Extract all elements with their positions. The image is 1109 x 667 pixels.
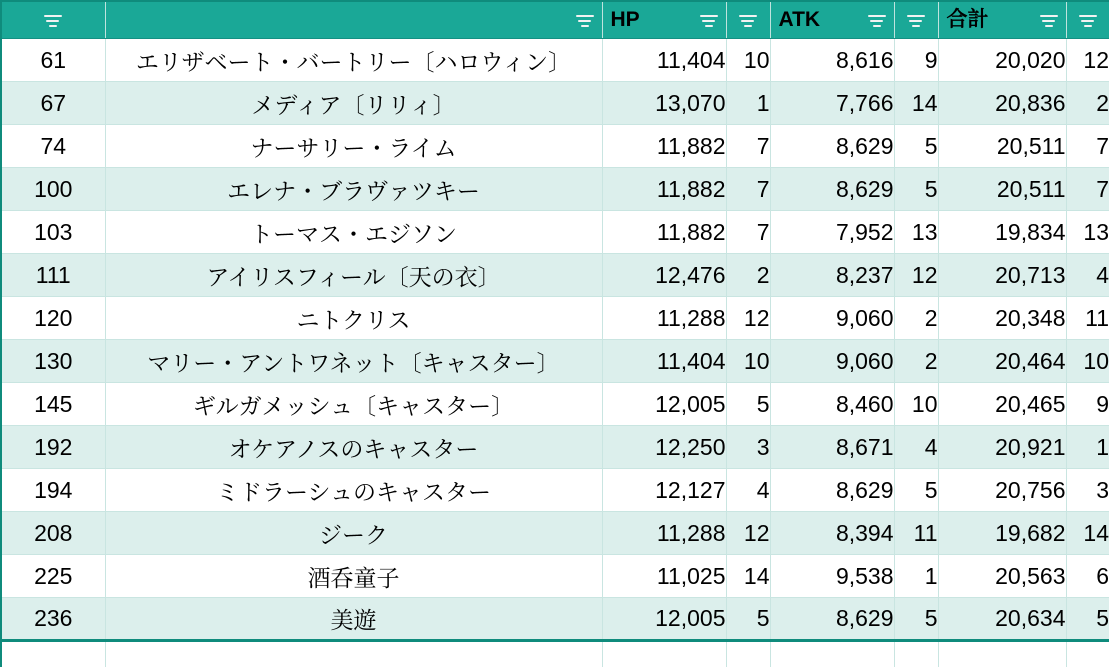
cell-atk-rank[interactable]: 5: [894, 168, 938, 211]
cell-total-rank[interactable]: 7: [1066, 168, 1109, 211]
table-row[interactable]: [1, 125, 1109, 168]
cell-hp[interactable]: 11,404: [602, 340, 726, 383]
cell-id[interactable]: 120: [1, 297, 105, 340]
empty-cell[interactable]: [602, 641, 726, 667]
cell-atk-rank[interactable]: 2: [894, 297, 938, 340]
cell-atk-rank[interactable]: 5: [894, 598, 938, 641]
table-row[interactable]: [1, 297, 1109, 340]
cell-total[interactable]: 20,836: [938, 82, 1066, 125]
cell-id[interactable]: 111: [1, 254, 105, 297]
empty-cell[interactable]: [938, 641, 1066, 667]
cell-hp-rank[interactable]: 4: [726, 469, 770, 512]
cell-atk-rank[interactable]: 13: [894, 211, 938, 254]
cell-atk[interactable]: 8,629: [770, 598, 894, 641]
filter-icon[interactable]: [1077, 9, 1099, 31]
cell-atk-rank[interactable]: 9: [894, 39, 938, 82]
column-header-total-label: 合計: [946, 8, 989, 31]
filter-icon[interactable]: [1038, 9, 1060, 31]
column-header-atk[interactable]: [770, 1, 894, 39]
cell-total-rank[interactable]: 5: [1066, 598, 1109, 641]
cell-atk-rank[interactable]: 4: [894, 426, 938, 469]
cell-id[interactable]: 74: [1, 125, 105, 168]
cell-atk-rank[interactable]: 10: [894, 383, 938, 426]
cell-hp[interactable]: 12,127: [602, 469, 726, 512]
table-row[interactable]: [1, 82, 1109, 125]
cell-hp-rank[interactable]: 7: [726, 211, 770, 254]
cell-total-rank[interactable]: 10: [1066, 340, 1109, 383]
cell-id[interactable]: 192: [1, 426, 105, 469]
cell-atk[interactable]: 8,394: [770, 512, 894, 555]
table-row[interactable]: [1, 598, 1109, 641]
cell-name[interactable]: オケアノスのキャスター: [105, 426, 602, 469]
cell-total[interactable]: 20,713: [938, 254, 1066, 297]
cell-hp[interactable]: 11,404: [602, 39, 726, 82]
table-row[interactable]: [1, 426, 1109, 469]
filter-icon[interactable]: [574, 9, 596, 31]
filter-icon[interactable]: [698, 9, 720, 31]
table-row[interactable]: [1, 512, 1109, 555]
table-row[interactable]: [1, 211, 1109, 254]
cell-atk[interactable]: 8,616: [770, 39, 894, 82]
cell-hp-rank[interactable]: 10: [726, 39, 770, 82]
cell-hp[interactable]: 11,882: [602, 211, 726, 254]
cell-total-rank[interactable]: 3: [1066, 469, 1109, 512]
filter-icon[interactable]: [905, 9, 927, 31]
column-header-total-rank[interactable]: [1066, 1, 1109, 39]
table-row[interactable]: [1, 383, 1109, 426]
empty-cell[interactable]: [1066, 641, 1109, 667]
cell-hp[interactable]: 13,070: [602, 82, 726, 125]
cell-total-rank[interactable]: 13: [1066, 211, 1109, 254]
cell-atk[interactable]: 8,629: [770, 125, 894, 168]
cell-hp-rank[interactable]: 3: [726, 426, 770, 469]
cell-total[interactable]: 20,511: [938, 125, 1066, 168]
cell-total-rank[interactable]: 11: [1066, 297, 1109, 340]
table-row[interactable]: [1, 168, 1109, 211]
cell-total-rank[interactable]: 4: [1066, 254, 1109, 297]
cell-atk[interactable]: 9,060: [770, 297, 894, 340]
cell-atk[interactable]: 9,060: [770, 340, 894, 383]
cell-hp[interactable]: 12,005: [602, 598, 726, 641]
cell-id[interactable]: 208: [1, 512, 105, 555]
cell-id[interactable]: 103: [1, 211, 105, 254]
table-row-partial[interactable]: [1, 641, 1109, 667]
table-row[interactable]: [1, 39, 1109, 82]
cell-hp[interactable]: 11,882: [602, 168, 726, 211]
cell-name[interactable]: ジーク: [105, 512, 602, 555]
cell-total[interactable]: 20,563: [938, 555, 1066, 598]
cell-name[interactable]: メディア〔リリィ〕: [105, 82, 602, 125]
column-header-hp[interactable]: [602, 1, 726, 39]
cell-hp-rank[interactable]: 14: [726, 555, 770, 598]
cell-total[interactable]: 20,020: [938, 39, 1066, 82]
cell-id[interactable]: 225: [1, 555, 105, 598]
cell-atk[interactable]: 8,460: [770, 383, 894, 426]
cell-hp-rank[interactable]: 2: [726, 254, 770, 297]
cell-name[interactable]: ナーサリー・ライム: [105, 125, 602, 168]
cell-total[interactable]: 20,464: [938, 340, 1066, 383]
column-header-id[interactable]: [1, 1, 105, 39]
column-header-atk-rank[interactable]: [894, 1, 938, 39]
column-header-hp-label: HP: [610, 8, 640, 31]
cell-total[interactable]: 20,511: [938, 168, 1066, 211]
cell-name[interactable]: エレナ・ブラヴァツキー: [105, 168, 602, 211]
column-header-total[interactable]: [938, 1, 1066, 39]
cell-atk[interactable]: 7,766: [770, 82, 894, 125]
empty-cell[interactable]: [1, 641, 105, 667]
cell-total[interactable]: 19,682: [938, 512, 1066, 555]
cell-id[interactable]: 194: [1, 469, 105, 512]
cell-atk[interactable]: 9,538: [770, 555, 894, 598]
filter-icon[interactable]: [42, 9, 64, 31]
cell-atk-rank[interactable]: 12: [894, 254, 938, 297]
cell-atk-rank[interactable]: 1: [894, 555, 938, 598]
cell-atk-rank[interactable]: 11: [894, 512, 938, 555]
cell-atk[interactable]: 8,237: [770, 254, 894, 297]
cell-hp[interactable]: 11,025: [602, 555, 726, 598]
table-header-row: [1, 1, 1109, 39]
cell-name[interactable]: ニトクリス: [105, 297, 602, 340]
cell-atk[interactable]: 7,952: [770, 211, 894, 254]
cell-id[interactable]: 145: [1, 383, 105, 426]
column-header-atk-label: ATK: [778, 8, 821, 31]
cell-hp-rank[interactable]: 1: [726, 82, 770, 125]
cell-hp[interactable]: 11,288: [602, 297, 726, 340]
table-row[interactable]: [1, 555, 1109, 598]
cell-atk-rank[interactable]: 5: [894, 469, 938, 512]
cell-total-rank[interactable]: 2: [1066, 82, 1109, 125]
cell-hp[interactable]: 11,288: [602, 512, 726, 555]
cell-id[interactable]: 100: [1, 168, 105, 211]
empty-cell[interactable]: [105, 641, 602, 667]
cell-total[interactable]: 20,634: [938, 598, 1066, 641]
cell-name[interactable]: アイリスフィール〔天の衣〕: [105, 254, 602, 297]
cell-hp[interactable]: 12,476: [602, 254, 726, 297]
cell-atk-rank[interactable]: 14: [894, 82, 938, 125]
cell-name[interactable]: ギルガメッシュ〔キャスター〕: [105, 383, 602, 426]
cell-total[interactable]: 19,834: [938, 211, 1066, 254]
table-row[interactable]: [1, 340, 1109, 383]
cell-name[interactable]: エリザベート・バートリー〔ハロウィン〕: [105, 39, 602, 82]
table-row[interactable]: [1, 254, 1109, 297]
cell-hp-rank[interactable]: 7: [726, 168, 770, 211]
cell-hp-rank[interactable]: 7: [726, 125, 770, 168]
cell-total-rank[interactable]: 9: [1066, 383, 1109, 426]
cell-atk[interactable]: 8,629: [770, 469, 894, 512]
cell-hp[interactable]: 12,250: [602, 426, 726, 469]
filter-icon[interactable]: [737, 9, 759, 31]
cell-id[interactable]: 67: [1, 82, 105, 125]
cell-name[interactable]: 酒呑童子: [105, 555, 602, 598]
cell-total[interactable]: 20,465: [938, 383, 1066, 426]
cell-name[interactable]: マリー・アントワネット〔キャスター〕: [105, 340, 602, 383]
cell-total-rank[interactable]: 6: [1066, 555, 1109, 598]
cell-total-rank[interactable]: 14: [1066, 512, 1109, 555]
table-row[interactable]: [1, 469, 1109, 512]
column-header-name[interactable]: [105, 1, 602, 39]
cell-name[interactable]: ミドラーシュのキャスター: [105, 469, 602, 512]
cell-atk-rank[interactable]: 2: [894, 340, 938, 383]
cell-total-rank[interactable]: 7: [1066, 125, 1109, 168]
cell-hp-rank[interactable]: 5: [726, 598, 770, 641]
cell-atk[interactable]: 8,671: [770, 426, 894, 469]
cell-hp-rank[interactable]: 10: [726, 340, 770, 383]
column-header-hp-rank[interactable]: [726, 1, 770, 39]
cell-id[interactable]: 61: [1, 39, 105, 82]
cell-total[interactable]: 20,756: [938, 469, 1066, 512]
cell-hp-rank[interactable]: 12: [726, 512, 770, 555]
cell-name[interactable]: トーマス・エジソン: [105, 211, 602, 254]
cell-total-rank[interactable]: 12: [1066, 39, 1109, 82]
empty-cell[interactable]: [770, 641, 894, 667]
cell-atk[interactable]: 8,629: [770, 168, 894, 211]
cell-id[interactable]: 130: [1, 340, 105, 383]
cell-total-rank[interactable]: 1: [1066, 426, 1109, 469]
cell-id[interactable]: 236: [1, 598, 105, 641]
cell-total[interactable]: 20,348: [938, 297, 1066, 340]
cell-hp-rank[interactable]: 5: [726, 383, 770, 426]
cell-hp-rank[interactable]: 12: [726, 297, 770, 340]
filter-icon[interactable]: [866, 9, 888, 31]
empty-cell[interactable]: [726, 641, 770, 667]
cell-atk-rank[interactable]: 5: [894, 125, 938, 168]
cell-name[interactable]: 美遊: [105, 598, 602, 641]
cell-hp[interactable]: 12,005: [602, 383, 726, 426]
cell-hp[interactable]: 11,882: [602, 125, 726, 168]
cell-total[interactable]: 20,921: [938, 426, 1066, 469]
empty-cell[interactable]: [894, 641, 938, 667]
